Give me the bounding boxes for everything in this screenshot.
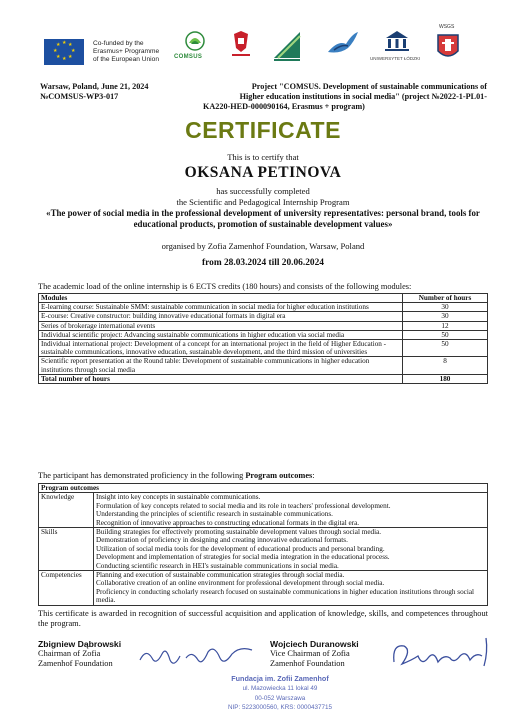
project-reference: Project "COMSUS. Development of sustainable communications of Higher education institutions in social media" (project №2022-1-PL01- KA220-HED-000090164, Erasmus + program) bbox=[203, 82, 487, 111]
signature-left: Zbigniew Dąbrowski Chairman of Zofia Zamenhof Foundation bbox=[38, 639, 122, 668]
crest-logo-icon: WSGS bbox=[434, 24, 462, 60]
outcome-row-skills: Skills Building strategies for effectively promoting sustainable development values through social media. Demonstration of proficiency in designing and creating innovative educational formats. Utilization of social media tools for the development of educational products and personal branding. Development and implementation of strategies for social media integration in the educational process. Conducting scientific research in HEI's sustainable communications in social media. bbox=[39, 528, 488, 571]
eu-cofunded-text: Co-funded by the Erasmus+ Programme of the European Union bbox=[93, 40, 160, 63]
total-row: Total number of hours 180 bbox=[39, 374, 488, 383]
place-date: Warsaw, Poland, June 21, 2024 bbox=[40, 82, 149, 91]
organiser-line: organised by Zofia Zamenhof Foundation, Warsaw, Poland bbox=[161, 241, 365, 251]
outcomes-table bbox=[38, 483, 488, 606]
eu-flag-icon: ★ ★ ★ ★ ★ ★ ★ ★ bbox=[44, 39, 84, 65]
foundation-logo-icon bbox=[272, 30, 302, 66]
comsus-logo-icon: COMSUS bbox=[178, 30, 212, 66]
program-dates: from 28.03.2024 till 20.06.2024 bbox=[202, 258, 324, 268]
table-row: Series of brokerage international events 12 bbox=[39, 321, 488, 330]
outcomes-header: Program outcomes bbox=[39, 484, 488, 493]
outcome-row-knowledge: Knowledge Insight into key concepts in sustainable communications. Formulation of key concepts related to social media and its role in teachers' professional development. Understanding the principles of scientific research in sustainable communications. Recognition of innovative approaches to constructing educational formats in the digital era. bbox=[39, 493, 488, 528]
table-row: E-learning course: Sustainable SMM: sustainable communication in social media for higher education institutions 30 bbox=[39, 303, 488, 312]
certify-line: This is to certify that bbox=[227, 152, 299, 162]
table-row: Scientific report presentation at the Round table: Development of sustainable communications in higher education institutions through social media 8 bbox=[39, 357, 488, 374]
header-left bbox=[40, 82, 149, 102]
university-building-logo-icon: UNIWERSYTET ŁÓDZKI bbox=[380, 30, 414, 66]
table-row: Individual scientific project: Advancing sustainable communications in higher education via social media 50 bbox=[39, 330, 488, 339]
foundation-stamp: Fundacja im. Zofii Zamenhof ul. Mazowiecka 11 lokal 49 00-052 Warszawa NIP: 5223000560, KRS: 0000437715 bbox=[228, 674, 332, 712]
completed-line: has successfully completed bbox=[216, 186, 310, 196]
program-title: «The power of social media in the professional development of university representatives: personal brand, tools for educational products, promotion of sustainable development values» bbox=[46, 208, 480, 229]
modules-column-header: Modules bbox=[39, 294, 403, 303]
bird-logo-icon bbox=[326, 30, 360, 66]
hours-column-header: Number of hours bbox=[403, 294, 488, 303]
certificate-title: CERTIFICATE bbox=[185, 117, 341, 143]
table-row: E-course: Creative constructor: building innovative educational formats in digital era 30 bbox=[39, 312, 488, 321]
signature-right: Wojciech Duranowski Vice Chairman of Zofia Zamenhof Foundation bbox=[270, 639, 359, 668]
document-number: №COMSUS-WP3-017 bbox=[40, 92, 119, 101]
modules-table bbox=[38, 293, 488, 384]
partner-logos bbox=[40, 26, 504, 66]
outcome-row-competencies: Competencies Planning and execution of sustainable communication strategies through social media. Collaborative creation of an online environment for professional development through social media. Proficiency in conducting scholarly research focused on sustainable communications in higher education institutions through social media. bbox=[39, 571, 488, 606]
recipient-name: OKSANA PETINOVA bbox=[184, 164, 342, 181]
signature-scribble-left bbox=[136, 642, 256, 672]
modules-intro: The academic load of the online internship is 6 ECTS credits (180 hours) and consists of the following modules: bbox=[38, 282, 412, 291]
closing-statement: This certificate is awarded in recognition of successful acquisition and application of knowledge, skills, and competences throughout the program. bbox=[38, 609, 488, 628]
red-emblem-logo-icon bbox=[230, 30, 252, 66]
program-type: the Scientific and Pedagogical Internship Program bbox=[176, 197, 350, 207]
outcomes-intro: The participant has demonstrated proficiency in the following Program outcomes: bbox=[38, 471, 315, 480]
signature-scribble-right bbox=[388, 632, 498, 674]
table-row: Individual international project: Development of a concept for an international project in the field of Higher Education - sustainable communications, innovative education, sustainable development, and the third mission of universities 50 bbox=[39, 340, 488, 357]
